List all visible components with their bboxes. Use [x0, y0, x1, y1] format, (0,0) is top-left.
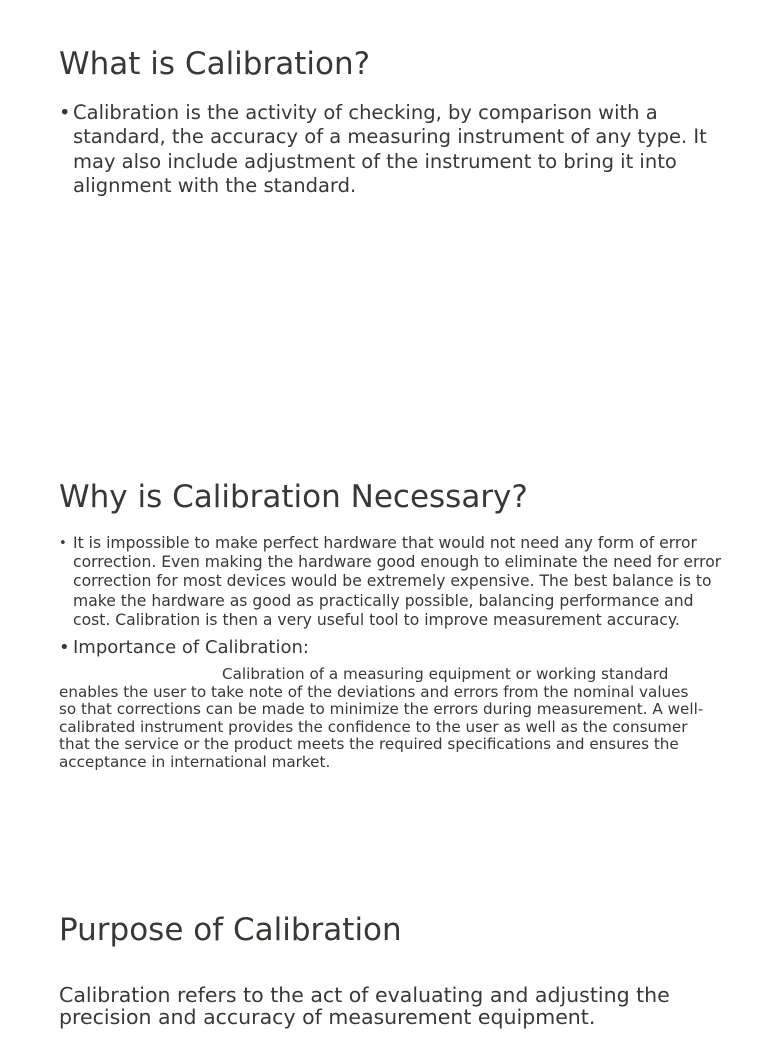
slide-title: What is Calibration? [59, 46, 371, 82]
bullet-icon: • [59, 637, 70, 659]
bullet-text: Calibration is the activity of checking, by comparison with a standard, the accuracy of a measuring instrument of any type. It may also include adjustment of the instrument to bring it into alignment with the standard. [73, 101, 707, 198]
slide-title: Purpose of Calibration [59, 912, 402, 948]
bullet-icon: • [59, 101, 71, 124]
slide-title: Why is Calibration Necessary? [59, 479, 528, 515]
bullet-text: It is impossible to make perfect hardware that would not need any form of error correction. Even making the hardware good enough to eliminate the need for error correction for most devices would be extremely expensive. The best balance is to make the hardware as good as practically possible, balancing performance and cost. Calibration is then a very useful tool to improve measurement accuracy. [73, 534, 722, 629]
bullet-item [59, 534, 728, 630]
bullet-item [59, 636, 719, 660]
bullet-item [59, 101, 733, 199]
bullet-text: Importance of Calibration: [73, 637, 309, 659]
bullet-icon: • [59, 536, 67, 551]
slide-purpose-of-calibration [59, 911, 719, 1049]
importance-paragraph: Calibration of a measuring equipment or working standard enables the user to take note of the deviations and errors from the nominal values so that corrections can be made to minimize the errors during measurement. A well-calibrated instrument provides the confidence to the user as well as the consumer that the service or the product meets the required specifications and ensures the acceptance in international market. [59, 665, 704, 771]
slide-why-is-calibration-necessary [59, 478, 722, 787]
body-paragraph: Calibration refers to the act of evaluating and adjusting the precision and accuracy of measurement equipment. [59, 983, 670, 1029]
slide-what-is-calibration [59, 45, 719, 199]
